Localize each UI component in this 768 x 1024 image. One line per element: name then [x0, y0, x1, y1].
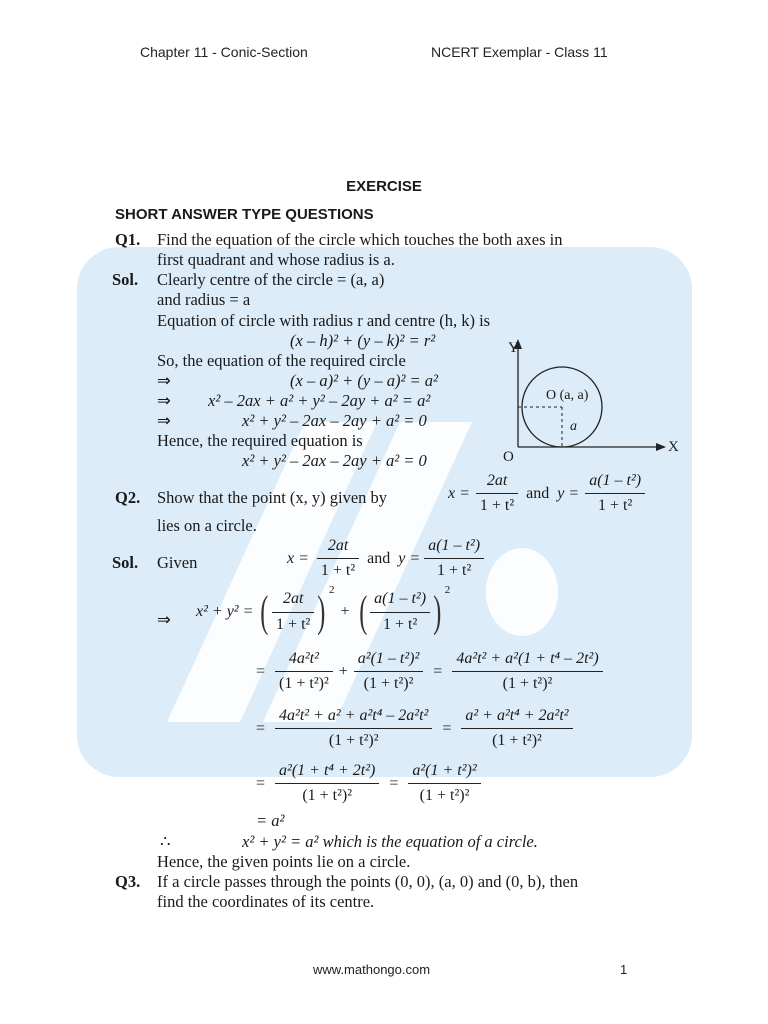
sol2-sum-squares: x² + y² = ( 2at 1 + t² ) 2 + ( a(1 – t²) 1 + t² ) 2 [196, 583, 451, 636]
sol2-r1b-d: (1 + t²)² [363, 675, 414, 693]
sol2-f2d: 1 + t² [382, 615, 418, 633]
sol2-step3: = $\frac{\text{a²(1 + t⁴ + 2t²)}}{\text{(1 + t²)²}}$ = $\frac{\text{a²(1 + t²)²}}{\text{(1 + t²)²}}$ [256, 762, 481, 806]
sol2-r2a-d: (1 + t²)² [328, 732, 379, 750]
sol2-r1a-n: 4a²t² [275, 650, 333, 672]
circle-diagram [490, 335, 690, 470]
sol1-l1: Clearly centre of the circle = (a, a) [157, 270, 385, 289]
sol2-r2a-n: 4a²t² + a² + a²t⁴ – 2a²t² [275, 707, 432, 729]
sol2-r3b-d: (1 + t²)² [419, 787, 470, 805]
sol2-and: and [367, 549, 391, 567]
sol2-given-expression [287, 537, 484, 581]
sol2-x-den: 1 + t² [320, 562, 356, 580]
implies-1: ⇒ [157, 371, 171, 390]
q2-y-den: 1 + t² [598, 497, 633, 515]
q1-line1: Find the equation of the circle which touches the both axes in [157, 230, 563, 249]
sol2-y-lhs: y = [398, 549, 421, 567]
q3-label: Q3. [115, 872, 141, 891]
origin-label: O [503, 449, 514, 465]
q2-line2: lies on a circle. [157, 516, 257, 535]
sol2-f1n: 2at [272, 590, 314, 612]
q2-text: Show that the point (x, y) given by [157, 488, 388, 507]
sol2-y-num: a(1 – t²) [424, 537, 484, 559]
exercise-heading: EXERCISE [346, 178, 422, 195]
sol2-r1c-d: (1 + t²)² [502, 675, 553, 693]
implies-2: ⇒ [157, 391, 171, 410]
sol2-x-lhs: x = [287, 549, 309, 567]
q3-line1: If a circle passes through the points (0, 0), (a, 0) and (0, b), then [157, 872, 579, 891]
sol2-f1d: 1 + t² [276, 615, 311, 633]
sol2-r3a-d: (1 + t²)² [302, 787, 353, 805]
sol2-x-num: 2at [317, 537, 359, 559]
centre-label: O (a, a) [546, 388, 589, 403]
sol1-eq4: x² + y² – 2ax – 2ay + a² = 0 [242, 411, 427, 430]
q3-line2: find the coordinates of its centre. [157, 892, 375, 911]
sol2-f2n: a(1 – t²) [370, 590, 430, 612]
sol2-label: Sol. [112, 553, 139, 572]
q2-and: and [526, 484, 550, 502]
implies-3: ⇒ [157, 411, 171, 430]
sol2-step2: = $\frac{\text{4a²t² + a² + a²t⁴ – 2a²t²}}{\text{(1 + t²)²}}$ = $\frac{\text{a² + a²t⁴ + 2a²t²}}{\text{(1 + t²)²}}$ [256, 707, 573, 751]
sol2-r2b-n: a² + a²t⁴ + 2a²t² [461, 707, 572, 729]
sol1-l5: Hence, the required equation is [157, 431, 363, 450]
sol2-y-den: 1 + t² [437, 562, 472, 580]
sol1-eq1: (x – h)² + (y – k)² = r² [290, 331, 436, 350]
page-number: 1 [620, 962, 628, 977]
q2-y-lhs: y = [557, 484, 580, 502]
sol2-step1: = $\frac{\text{4a²t²}}{\text{(1 + t²)²}}$ + $\frac{\text{a²(1 – t²)²}}{\text{(1 + t²)²}}$ = $\frac{\text{4a²t² + a²(1 + t⁴ – 2t²)}}{\text{(1 + t²)²}}$ [256, 650, 603, 694]
sol1-eq2: (x – a)² + (y – a)² = a² [290, 371, 438, 390]
implies-4: ⇒ [157, 610, 171, 629]
q1-line2: first quadrant and whose radius is a. [157, 250, 395, 269]
sol1-l4: So, the equation of the required circle [157, 351, 406, 370]
header-chapter: Chapter 11 - Conic-Section [140, 44, 308, 60]
q2-x-lhs: x = [448, 484, 470, 502]
sol1-l3: Equation of circle with radius r and centre (h, k) is [157, 311, 491, 330]
q2-y-num: a(1 – t²) [585, 472, 645, 494]
footer-site: www.mathongo.com [313, 962, 431, 977]
sol2-r1b-n: a²(1 – t²)² [354, 650, 424, 672]
header-book: NCERT Exemplar - Class 11 [431, 44, 608, 60]
sol1-l2: and radius = a [157, 290, 251, 309]
sol2-step4: = a² [256, 811, 285, 830]
q2-x-num: 2at [476, 472, 518, 494]
sol2-r3a-n: a²(1 + t⁴ + 2t²) [275, 762, 379, 784]
sol2-given: Given [157, 553, 198, 572]
radius-label: a [570, 419, 577, 434]
sol1-eq3: x² – 2ax + a² + y² – 2ay + a² = a² [208, 391, 431, 410]
sol1-label: Sol. [112, 270, 139, 289]
q2-x-expression [448, 472, 645, 516]
therefore-symbol: ∴ [160, 832, 171, 851]
sol2-r3b-n: a²(1 + t²)² [408, 762, 480, 784]
y-axis-label: Y [508, 340, 519, 356]
sol2-conclusion: x² + y² = a² which is the equation of a circle. [242, 832, 538, 851]
sol1-eq5: x² + y² – 2ax – 2ay + a² = 0 [242, 451, 427, 470]
x-axis-label: X [668, 439, 679, 455]
sol2-r1a-d: (1 + t²)² [279, 675, 329, 693]
q2-x-den: 1 + t² [479, 497, 515, 515]
section-heading: SHORT ANSWER TYPE QUESTIONS [115, 206, 374, 223]
sol2-s1: x² + y² = [196, 602, 254, 620]
sol2-r1c-n: 4a²t² + a²(1 + t⁴ – 2t²) [452, 650, 602, 672]
q1-label: Q1. [115, 230, 141, 249]
sol2-final: Hence, the given points lie on a circle. [157, 852, 411, 871]
sol2-r2b-d: (1 + t²)² [492, 732, 542, 750]
q2-label: Q2. [115, 488, 141, 507]
